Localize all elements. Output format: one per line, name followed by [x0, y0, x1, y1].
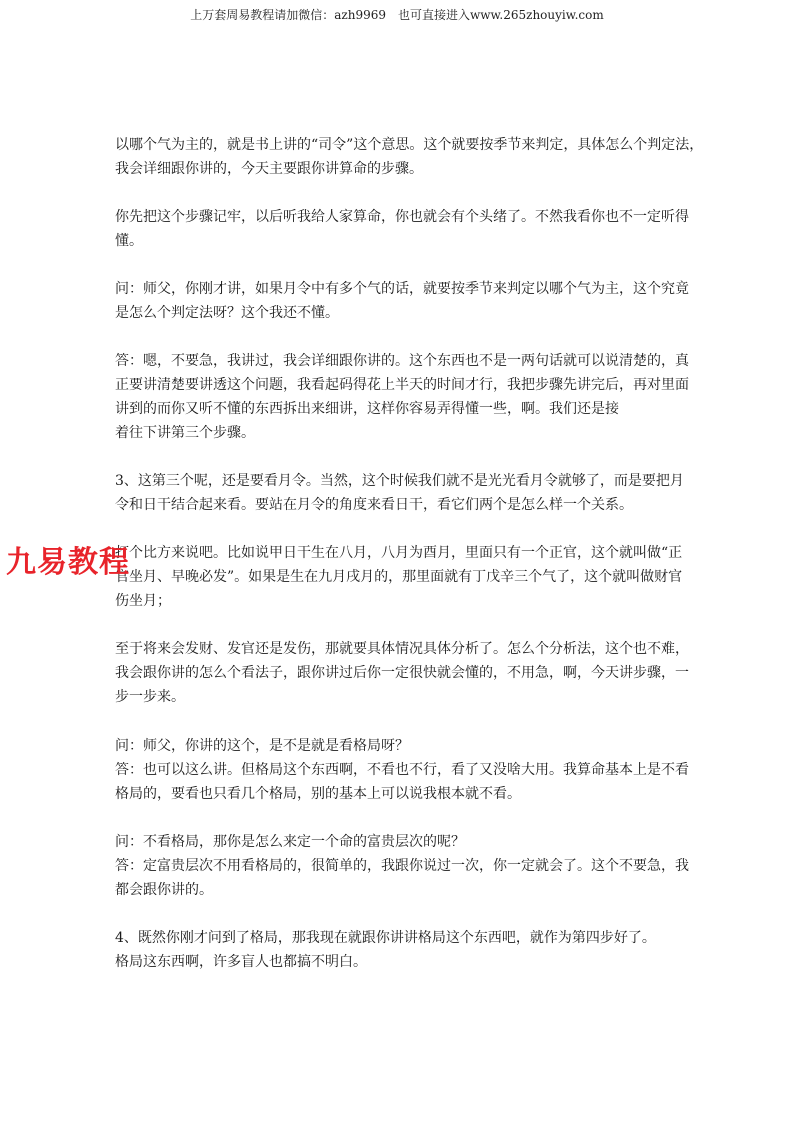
- text-line: 格局的，要看也只看几个格局，别的基本上可以说我根本就不看。: [115, 786, 521, 802]
- text-line: 懂。: [115, 233, 143, 249]
- text-line: 都会跟你讲的。: [115, 882, 213, 898]
- text-line: 你先把这个步骤记牢，以后听我给人家算命，你也就会有个头绪了。不然我看你也不一定听得: [115, 209, 689, 225]
- page-header: 上万套周易教程请加微信：azh9969 也可直接进入www.265zhouyiw.com: [190, 8, 604, 22]
- text-line: 答：定富贵层次不用看格局的，很简单的，我跟你说过一次，你一定就会了。这个不要急，我: [115, 858, 689, 874]
- text-line: 以哪个气为主的，就是书上讲的“司令”这个意思。这个就要按季节来判定，具体怎么个判定法，: [115, 137, 704, 153]
- text-line: 问：不看格局，那你是怎么来定一个命的富贵层次的呢？: [115, 834, 465, 850]
- text-line: 我会跟你讲的怎么个看法子，跟你讲过后你一定很快就会懂的，不用急，啊，今天讲步骤，一: [115, 665, 689, 681]
- text-line: 官坐月、早晚必发”。如果是生在九月戌月的，那里面就有丁戊辛三个气了，这个就叫做财官: [115, 569, 683, 585]
- text-line: 我会详细跟你讲的，今天主要跟你讲算命的步骤。: [115, 161, 423, 177]
- text-line: 格局这东西啊，许多盲人也都搞不明白。: [115, 954, 367, 970]
- text-line: 令和日干结合起来看。要站在月令的角度来看日干，看它们两个是怎么样一个关系。: [115, 497, 633, 513]
- text-line: 答：嗯，不要急，我讲过，我会详细跟你讲的。这个东西也不是一两句话就可以说清楚的，真: [115, 353, 689, 369]
- text-line: 着往下讲第三个步骤。: [115, 425, 255, 441]
- watermark-logo: 九易教程: [6, 545, 130, 580]
- text-line: 答：也可以这么讲。但格局这个东西啊，不看也不行，看了又没啥大用。我算命基本上是不看: [115, 762, 689, 778]
- text-line: 问：师父，你讲的这个，是不是就是看格局呀？: [115, 738, 409, 754]
- text-line: 伤坐月；: [115, 593, 171, 609]
- text-line: 打个比方来说吧。比如说甲日干生在八月，八月为酉月，里面只有一个正官，这个就叫做“正: [115, 545, 683, 561]
- text-line: 至于将来会发财、发官还是发伤，那就要具体情况具体分析了。怎么个分析法，这个也不难，: [115, 641, 689, 657]
- text-line: 步一步来。: [115, 689, 185, 705]
- text-line: 4、既然你刚才问到了格局，那我现在就跟你讲讲格局这个东西吧，就作为第四步好了。: [115, 930, 656, 946]
- text-line: 正要讲清楚要讲透这个问题，我看起码得花上半天的时间才行，我把步骤先讲完后，再对里面: [115, 377, 689, 393]
- text-line: 讲到的而你又听不懂的东西拆出来细讲，这样你容易弄得懂一些，啊。我们还是接: [115, 401, 619, 417]
- text-line: 3、这第三个呢，还是要看月令。当然，这个时候我们就不是光光看月令就够了，而是要把月: [115, 473, 684, 489]
- text-line: 问：师父，你刚才讲，如果月令中有多个气的话，就要按季节来判定以哪个气为主，这个究竟: [115, 281, 689, 297]
- text-line: 是怎么个判定法呀？这个我还不懂。: [115, 305, 339, 321]
